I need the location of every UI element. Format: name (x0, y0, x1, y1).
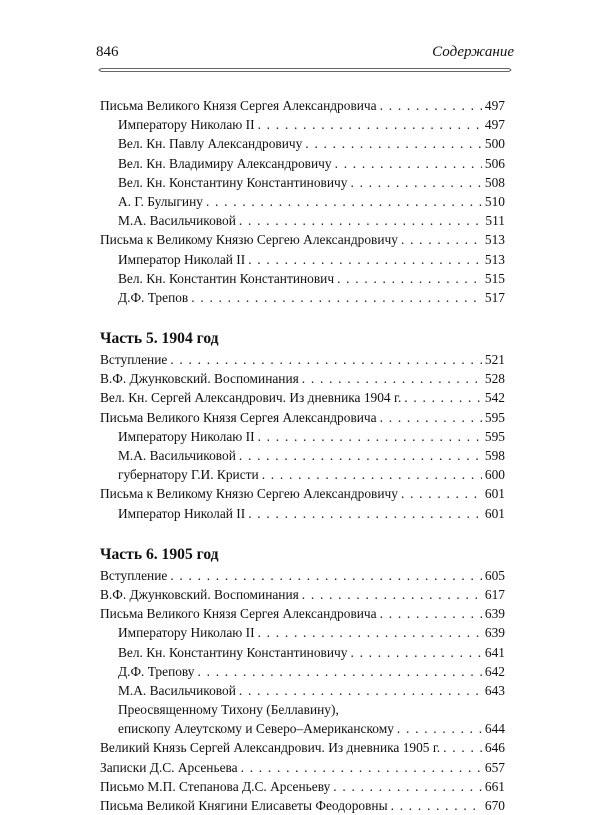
toc-page-number: 497 (484, 117, 505, 133)
toc-entry[interactable]: Великий Князь Сергей Александрович. Из дневника 1905 г. . . . 646 (100, 738, 505, 757)
toc-entry[interactable]: Императору Николаю II . . . 595 (100, 427, 505, 446)
dot-leader (397, 719, 482, 738)
dot-leader (248, 504, 482, 523)
toc-entry[interactable]: Вел. Кн. Константину Константиновичу . . . 641 (100, 643, 505, 662)
toc-entry[interactable]: Вел. Кн. Владимиру Александровичу . . . 506 (100, 154, 505, 173)
running-title: Содержание (432, 44, 514, 60)
dot-leader (380, 408, 482, 427)
dot-leader (239, 681, 482, 700)
toc-page-number: 595 (484, 428, 505, 444)
toc-entry[interactable]: Д.Ф. Трепову . . . 642 (100, 662, 505, 681)
dot-leader (170, 566, 482, 585)
part-5-heading: Часть 5. 1904 год (100, 330, 219, 348)
toc-page-number: 521 (484, 352, 505, 368)
toc-section-continued (100, 96, 505, 307)
toc-entry-line-1: Преосвященному Тихону (Беллавину), (118, 702, 339, 718)
toc-entry-line-2: епископу Алеутскому и Северо–Американскому (118, 721, 394, 737)
toc-page-number: 661 (484, 778, 505, 794)
toc-entry[interactable]: М.А. Васильчиковой . . . 598 (100, 446, 505, 465)
dot-leader (262, 465, 482, 484)
toc-entry[interactable]: Записки Д.С. Арсеньева . . . 657 (100, 758, 505, 777)
toc-entry[interactable]: М.А. Васильчиковой . . . 511 (100, 211, 505, 230)
table-of-contents (100, 96, 505, 815)
toc-entry-multiline[interactable] (100, 700, 505, 738)
toc-page-number: 497 (484, 98, 505, 113)
toc-entry[interactable]: Письма Великого Князя Сергея Александровича . . . 639 (100, 604, 505, 623)
toc-page-number: 500 (484, 136, 505, 152)
toc-part-5 (100, 350, 505, 523)
dot-leader (443, 738, 482, 757)
dot-leader (391, 796, 482, 815)
toc-page-number: 517 (484, 289, 505, 305)
dot-leader (401, 230, 482, 249)
toc-page-number: 646 (484, 740, 505, 756)
toc-page-number: 511 (485, 213, 505, 229)
toc-entry[interactable]: Д.Ф. Трепов . . . 517 (100, 288, 505, 307)
toc-entry[interactable]: Письма Великого Князя Сергея Александровича . . . 595 (100, 408, 505, 427)
dot-leader (302, 585, 482, 604)
toc-entry[interactable]: Письма к Великому Князю Сергею Александровичу . . . 601 (100, 484, 505, 503)
dot-leader (191, 288, 482, 307)
dot-leader (239, 211, 483, 230)
toc-page-number: 510 (484, 193, 505, 209)
toc-page-number: 598 (484, 448, 505, 463)
toc-entry[interactable]: Император Николай II . . . 601 (100, 504, 505, 523)
toc-page-number: 641 (484, 644, 505, 660)
toc-page-number: 515 (484, 270, 505, 286)
toc-page-number: 542 (484, 390, 505, 406)
toc-entry[interactable]: Письма Великого Князя Сергея Александровича . . . 497 (100, 96, 505, 115)
toc-page-number: 528 (484, 371, 505, 387)
toc-page-number: 617 (484, 586, 505, 602)
toc-page-number: 639 (484, 606, 505, 622)
header-ornament-rule (96, 66, 514, 76)
dot-leader (206, 192, 482, 211)
dot-leader (401, 484, 482, 503)
toc-entry[interactable]: губернатору Г.И. Кристи . . . 600 (100, 465, 505, 484)
dot-leader (302, 369, 482, 388)
toc-page-number: 644 (484, 721, 505, 737)
toc-entry[interactable]: Императору Николаю II . . . 497 (100, 115, 505, 134)
toc-page-number: 513 (484, 232, 505, 248)
dot-leader (248, 250, 482, 269)
toc-entry[interactable]: Императору Николаю II . . . 639 (100, 623, 505, 642)
dot-leader (258, 115, 482, 134)
toc-page-number: 639 (484, 625, 505, 641)
toc-entry[interactable]: Вел. Кн. Константин Константинович . . . 515 (100, 269, 505, 288)
toc-entry[interactable]: Вел. Кн. Константину Константиновичу . . . 508 (100, 173, 505, 192)
toc-page-number: 601 (484, 486, 505, 502)
toc-entry[interactable]: Вступление . . . 605 (100, 566, 505, 585)
dot-leader (305, 134, 482, 153)
toc-page-number: 643 (484, 682, 505, 698)
toc-page-number: 506 (484, 155, 505, 171)
dot-leader (380, 96, 482, 115)
dot-leader (350, 173, 481, 192)
toc-page-number: 595 (484, 409, 505, 425)
toc-page-number: 670 (484, 798, 505, 813)
toc-page-number: 605 (484, 567, 505, 583)
toc-entry[interactable]: Письмо М.П. Степанова Д.С. Арсеньеву . . . 661 (100, 777, 505, 796)
dot-leader (241, 758, 482, 777)
toc-entry[interactable]: В.Ф. Джунковский. Воспоминания . . . 528 (100, 369, 505, 388)
toc-page-number: 642 (484, 663, 505, 679)
dot-leader (337, 269, 482, 288)
toc-entry[interactable]: Письма к Великому Князю Сергею Александровичу . . . 513 (100, 230, 505, 249)
dot-leader (198, 662, 482, 681)
toc-part-6 (100, 566, 505, 815)
dot-leader (350, 643, 481, 662)
dot-leader (170, 350, 482, 369)
toc-entry[interactable]: Вел. Кн. Павлу Александровичу . . . 500 (100, 134, 505, 153)
toc-entry[interactable]: Вел. Кн. Сергей Александрович. Из дневника 1904 г. . . . 542 (100, 388, 505, 407)
toc-page-number: 508 (484, 174, 505, 190)
dot-leader (258, 427, 482, 446)
part-6-heading: Часть 6. 1905 год (100, 545, 219, 563)
dot-leader (404, 388, 482, 407)
toc-entry[interactable]: А. Г. Булыгину . . . 510 (100, 192, 505, 211)
toc-entry[interactable]: Письма Великой Княгини Елисаветы Феодоровны . . . 670 (100, 796, 505, 815)
page-number: 846 (96, 44, 119, 60)
toc-page-number: 600 (484, 467, 505, 483)
toc-entry[interactable]: Вступление . . . 521 (100, 350, 505, 369)
dot-leader (258, 623, 482, 642)
toc-entry[interactable]: М.А. Васильчиковой . . . 643 (100, 681, 505, 700)
toc-entry[interactable]: Император Николай II . . . 513 (100, 250, 505, 269)
page-header (96, 44, 514, 64)
toc-entry[interactable]: В.Ф. Джунковский. Воспоминания . . . 617 (100, 585, 505, 604)
dot-leader (335, 154, 482, 173)
dot-leader (333, 777, 482, 796)
toc-page-number: 513 (484, 251, 505, 267)
dot-leader (239, 446, 482, 465)
dot-leader (380, 604, 482, 623)
toc-page-number: 657 (484, 759, 505, 775)
toc-page-number: 601 (484, 505, 505, 521)
